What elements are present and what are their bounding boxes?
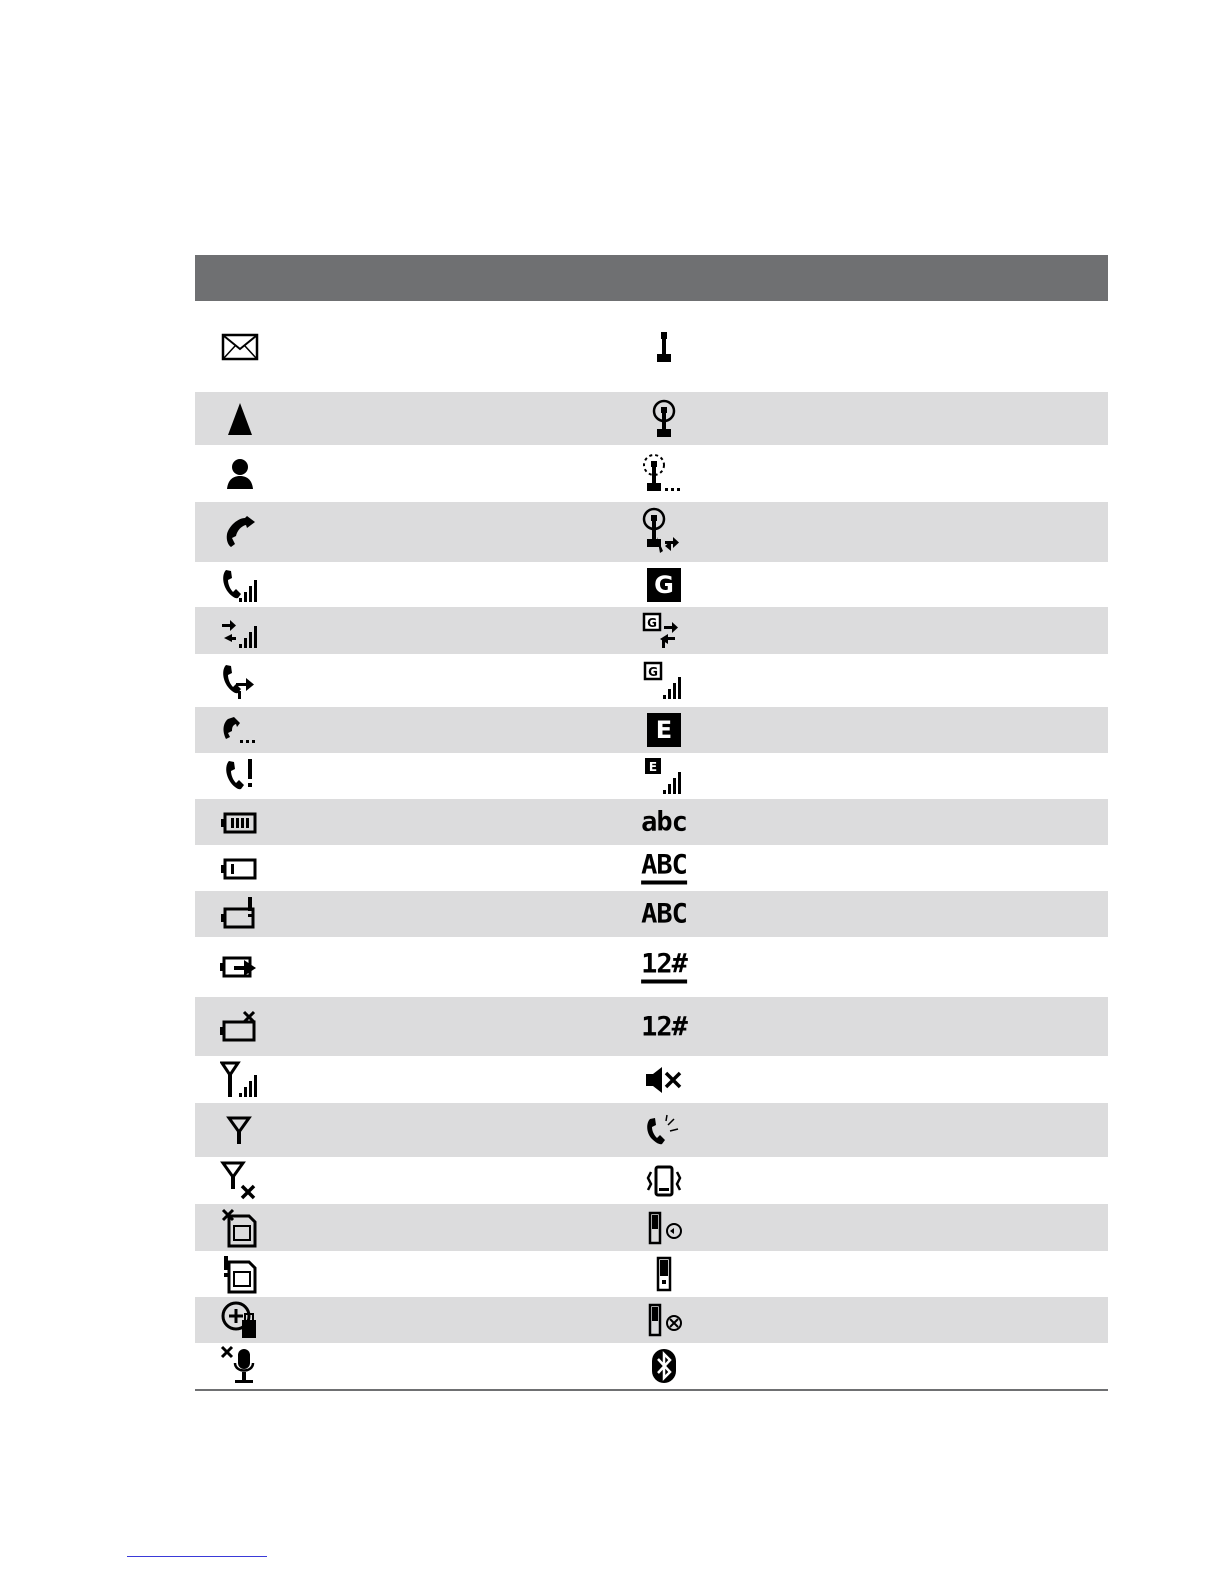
- data-signal-icon: [220, 612, 260, 650]
- table-body: [195, 301, 1108, 1389]
- wireless-tower-searching-icon: [641, 453, 687, 495]
- triangle-alert-icon: [226, 401, 254, 437]
- abc-caps-lock-icon: [641, 849, 687, 885]
- table-row: [195, 1297, 1108, 1343]
- icon-table: [195, 255, 1108, 1391]
- table-row: [195, 607, 1108, 654]
- antenna-tower-icon: [652, 330, 676, 364]
- table-row: [195, 1251, 1108, 1297]
- table-row: [195, 654, 1108, 707]
- call-forward-icon: [220, 661, 260, 701]
- table-header-bar: [195, 255, 1108, 301]
- speakerphone-icon: [644, 1211, 684, 1245]
- handset-mute-icon: [644, 1303, 684, 1337]
- table-row: [195, 1204, 1108, 1251]
- table-row: [195, 1157, 1108, 1204]
- numeric-lock-icon: [641, 948, 687, 984]
- ringer-icon: [644, 1113, 684, 1147]
- phone-signal-icon: [220, 566, 260, 604]
- table-row: [195, 301, 1108, 392]
- table-row: [195, 707, 1108, 753]
- battery-charging-icon: [220, 950, 260, 984]
- table-row: [195, 1056, 1108, 1103]
- battery-full-icon: [221, 808, 259, 836]
- missed-call-icon: [223, 757, 257, 795]
- svg-text:E: E: [648, 760, 658, 774]
- table-row: [195, 799, 1108, 845]
- numeric-text: 12#: [641, 1011, 687, 1042]
- no-signal-icon: [226, 1115, 254, 1145]
- table-row: [195, 937, 1108, 997]
- table-row: [195, 392, 1108, 445]
- phone-off-icon: [220, 1160, 260, 1202]
- table-row: [195, 891, 1108, 937]
- abc-text-icon: [641, 806, 687, 838]
- speaker-off-icon: [644, 1065, 684, 1095]
- edge-signal-icon: [643, 756, 685, 796]
- battery-very-low-icon: [221, 897, 259, 931]
- phone-handset-icon: [223, 514, 257, 550]
- wireless-tower-transfer-icon: [641, 507, 687, 557]
- gprs-transfer-icon: [642, 612, 686, 650]
- battery-low-icon: [221, 854, 259, 882]
- footer-link-underline[interactable]: [127, 1556, 267, 1557]
- table-row: [195, 562, 1108, 607]
- wireless-tower-icon: [651, 399, 677, 439]
- numeric-lock-text: 12#: [641, 951, 687, 984]
- edge-box-icon: [647, 713, 681, 747]
- abc-shift-icon: [641, 898, 687, 930]
- signal-max-icon: [220, 1061, 260, 1099]
- edge-letter: E: [647, 713, 681, 747]
- abc-shift-text: ABC: [641, 898, 687, 930]
- call-connecting-icon: [220, 715, 260, 745]
- table-bottom-rule: [195, 1389, 1108, 1391]
- bluetooth-icon: [649, 1348, 679, 1384]
- gprs-letter: G: [647, 568, 681, 602]
- abc-caps-lock-text: ABC: [641, 852, 687, 885]
- contact-person-icon: [226, 458, 254, 490]
- table-row: [195, 502, 1108, 562]
- gprs-signal-icon: [643, 661, 685, 701]
- abc-lower-text: abc: [641, 806, 687, 838]
- handset-icon: [652, 1256, 676, 1292]
- svg-text:G: G: [648, 664, 658, 679]
- vibrate-icon: [644, 1164, 684, 1198]
- table-row: [195, 997, 1108, 1056]
- table-row: [195, 1343, 1108, 1389]
- no-sim-icon: [221, 1208, 259, 1248]
- envelope-icon: [221, 333, 259, 361]
- mic-mute-icon: [220, 1345, 260, 1387]
- sim-fault-icon: [221, 1254, 259, 1294]
- table-row: [195, 1103, 1108, 1157]
- table-row: [195, 753, 1108, 799]
- table-row: [195, 445, 1108, 502]
- svg-text:G: G: [647, 615, 657, 630]
- sim-lock-icon: [220, 1300, 260, 1340]
- no-battery-icon: [220, 1010, 260, 1044]
- numeric-icon: [641, 1013, 687, 1040]
- table-row: [195, 845, 1108, 891]
- gprs-box-icon: [647, 568, 681, 602]
